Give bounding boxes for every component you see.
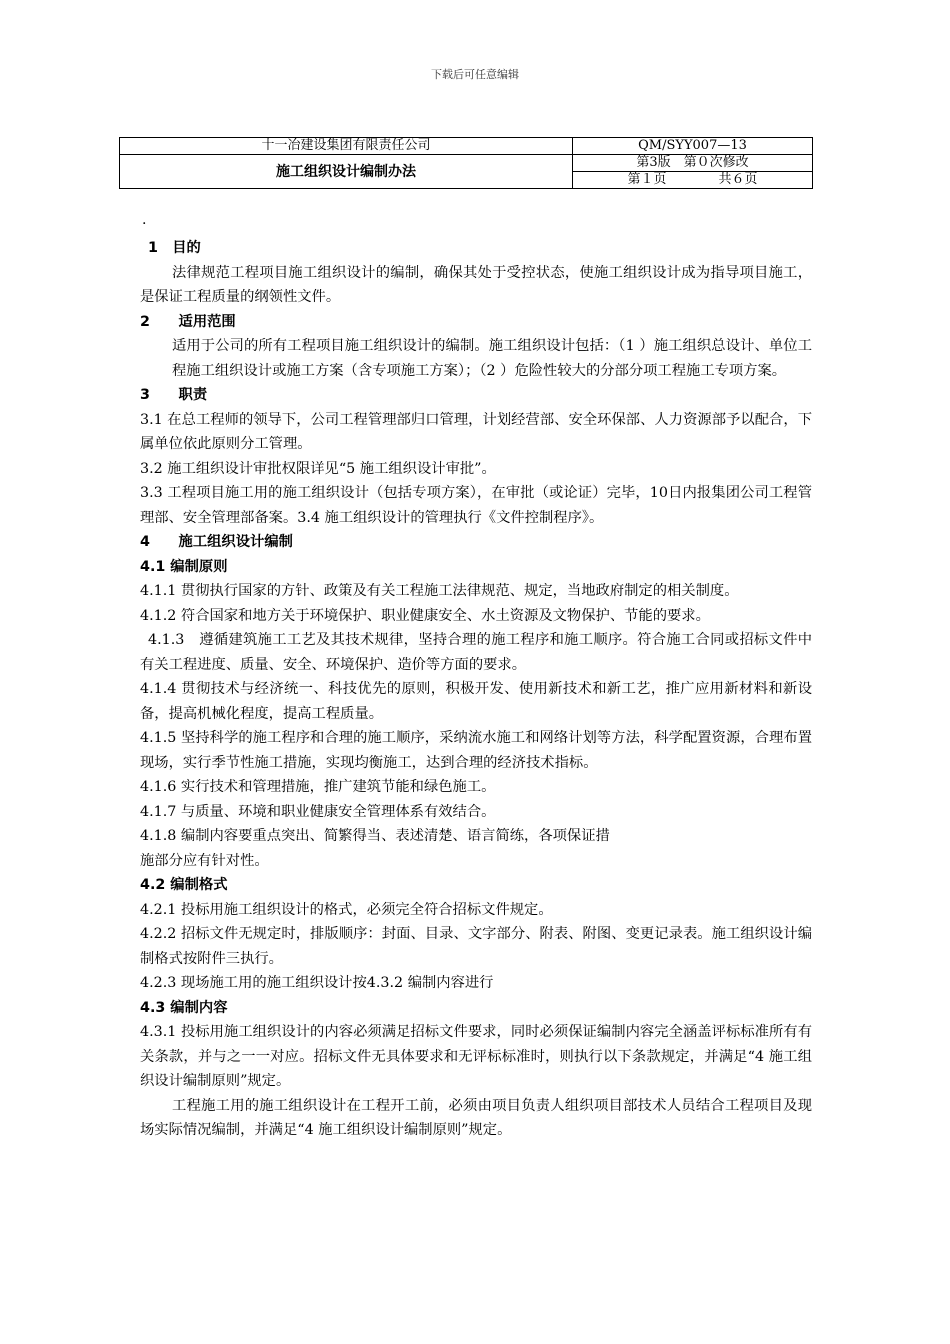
- top-note: 下载后可任意编辑: [431, 68, 519, 81]
- section-title: 职责: [178, 387, 208, 403]
- paragraph: 4.1.5 坚持科学的施工程序和合理的施工顺序，采纳流水施工和网络计划等方法，科学配置资源，合理布置现场，实行季节性施工措施，实现均衡施工，达到合理的经济技术指标。: [140, 730, 812, 771]
- paragraph: 3.1 在总工程师的领导下，公司工程管理部归口管理，计划经营部、安全环保部、人力资源部予以配合，下属单位依此原则分工管理。: [140, 411, 812, 452]
- section-number: 3: [140, 387, 150, 403]
- document-header-table: [119, 137, 813, 189]
- subsection-heading: 4.3 编制内容: [140, 999, 228, 1016]
- section-heading-4: [140, 530, 812, 555]
- paragraph: 3.2 施工组织设计审批权限详见“5 施工组织设计审批”。: [140, 460, 496, 477]
- paragraph: 4.2.2 招标文件无规定时，排版顺序：封面、目录、文字部分、附表、附图、变更记录表。施工组织设计编制格式按附件三执行。: [140, 926, 812, 967]
- section-title: 目的: [172, 240, 201, 256]
- document-title: 施工组织设计编制办法: [120, 155, 573, 189]
- paragraph: 4.1.3 遵循建筑施工工艺及其技术规律，坚持合理的施工程序和施工顺序。符合施工合同或招标文件中有关工程进度、质量、安全、环境保护、造价等方面的要求。: [140, 632, 812, 673]
- paragraph: 4.3.1 投标用施工组织设计的内容必须满足招标文件要求，同时必须保证编制内容完全涵盖评标标准所有有关条款，并与之一一对应。招标文件无具体要求和无评标标准时，则执行以下条款规定，并满足“4 施工组织设计编制原则”规定。: [140, 1024, 812, 1089]
- paragraph: 4.1.6 实行技术和管理措施，推广建筑节能和绿色施工。: [140, 779, 496, 795]
- section-heading-2: [140, 310, 812, 335]
- page-info: 第１页 共６页: [573, 172, 813, 189]
- document-body: [140, 236, 812, 1143]
- section-number: 2: [140, 313, 150, 330]
- subsection-heading: 4.1 编制原则: [140, 558, 228, 575]
- paragraph: 4.1.4 贯彻技术与经济统一、科技优先的原则，积极开发、使用新技术和新工艺，推广应用新材料和新设备，提高机械化程度，提高工程质量。: [140, 681, 812, 722]
- section-heading-3: [140, 383, 812, 408]
- paragraph: 4.1.7 与质量、环境和职业健康安全管理体系有效结合。: [140, 803, 496, 820]
- paragraph: 4.1.2 符合国家和地方关于环境保护、职业健康安全、水土资源及文物保护、节能的要求。: [140, 607, 710, 624]
- section-number: 4: [140, 534, 150, 550]
- paragraph: 3.3 工程项目施工用的施工组织设计（包括专项方案），在审批（或论证）完毕，10日内报集团公司工程管理部、安全管理部备案。3.4 施工组织设计的管理执行《文件控制程序》。: [140, 485, 812, 526]
- section-heading-1: [140, 236, 812, 261]
- section-number: 1: [148, 240, 158, 256]
- section-title: 施工组织设计编制: [178, 534, 293, 550]
- stray-dot: .: [142, 212, 147, 228]
- subsection-heading: 4.2 编制格式: [140, 877, 228, 893]
- paragraph: 施部分应有针对性。: [140, 852, 269, 869]
- paragraph: 4.1.8 编制内容要重点突出、简繁得当、表述清楚、语言简练，各项保证措: [140, 828, 610, 844]
- section-title: 适用范围: [178, 313, 236, 330]
- paragraph: 适用于公司的所有工程项目施工组织设计的编制。施工组织设计包括：（1 ）施工组织总设计、单位工程施工组织设计或施工方案（含专项施工方案）；（2 ）危险性较大的分部分项工程施工专项方案。: [172, 338, 812, 379]
- document-code: QM/SYY007—13: [573, 138, 813, 155]
- version-info: 第3版 第０次修改: [573, 155, 813, 172]
- paragraph: 4.2.1 投标用施工组织设计的格式，必须完全符合招标文件规定。: [140, 901, 553, 918]
- paragraph: 4.2.3 现场施工用的施工组织设计按4.3.2 编制内容进行: [140, 975, 494, 991]
- paragraph: 工程施工用的施工组织设计在工程开工前，必须由项目负责人组织项目部技术人员结合工程项目及现场实际情况编制，并满足“4 施工组织设计编制原则”规定。: [140, 1097, 812, 1138]
- company-name: 十一冶建设集团有限责任公司: [120, 138, 573, 155]
- paragraph: 法律规范工程项目施工组织设计的编制，确保其处于受控状态，使施工组织设计成为指导项目施工，是保证工程质量的纲领性文件。: [140, 264, 812, 305]
- paragraph: 4.1.1 贯彻执行国家的方针、政策及有关工程施工法律规范、规定，当地政府制定的相关制度。: [140, 583, 739, 599]
